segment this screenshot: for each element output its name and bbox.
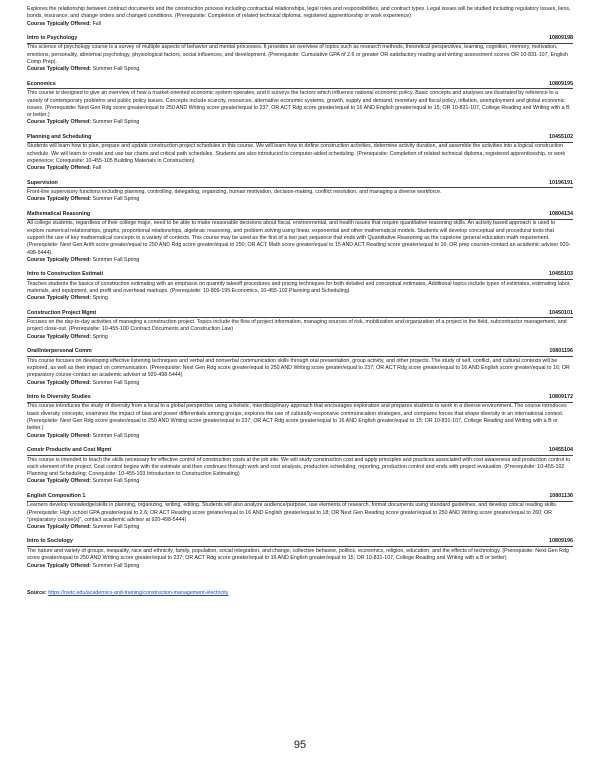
source-label: Source: bbox=[27, 589, 47, 596]
course-title: Supervision bbox=[27, 179, 58, 186]
course-description: Students will learn how to plan, prepare and update construction project schedules in this course. We will learn how to define construction activities, determine activity duration, and assemble the activities into a logical construction schedule. We will learn to create and use bar charts and critical path schedules. Students are also introduced to computer-aided scheduling. (Prerequisite: Completion of related technical diploma, registered apprenticeship, or work experience; Corequisite: 10-455-105 Building Materials in Construction) bbox=[27, 143, 566, 164]
course-header bbox=[27, 447, 573, 456]
course-offered bbox=[27, 524, 573, 531]
course-description: Front-line supervisory functions including planning, controlling, delegating, organizing, human motivation, decision-making, conflict resolution, and managing a diverse workforce. bbox=[27, 189, 442, 196]
course-description: The nature and variety of groups, inequality, race and ethnicity, family, population, social integration, and change, collective behavior, politics, economics, religion, education, and the effects of technology. (Prerequisite: Next Gen Rdg score greater/equal to 250 AND Writing score greater/equal to 237; OR ACT Rdg score greater/equal to 16 AND English greater/equal to 15; OR 10-831-107, College Reading and Writing with a B or better) bbox=[27, 548, 569, 562]
course-header bbox=[27, 538, 573, 547]
offered-value: Summer Fall Spring bbox=[92, 196, 140, 203]
offered-label: Course Typically Offered: bbox=[27, 66, 92, 73]
course-description: This course introduces the study of diversity from a local to a global perspective using a holistic, interdisciplinary approach that encourages exploration and prepares students to work in a diverse environment. The course introduces basic diversity concepts, examines the impact of bias and power differentials among groups, explores the use of culturally-responsive communication strategies, and compares forces that shape diversity in an international context. (Prerequisite: Next Gen Rdg score greater/equal to 250 AND Writing score greater/equal to 237; OR ACT Rdg score greater/equal to 16 AND English greater/equal to 15; OR 10-831-107, College Reading and Writing with a B or better.) bbox=[27, 403, 567, 432]
course-offered bbox=[27, 334, 573, 341]
course-number: 10801196 bbox=[549, 348, 573, 355]
course-title: Intro to Diversity Studies bbox=[27, 393, 91, 400]
course-number: 10455102 bbox=[549, 133, 573, 140]
offered-value: Summer Fall Spring bbox=[92, 432, 140, 439]
course-header bbox=[27, 81, 573, 90]
offered-value: Summer Fall Spring bbox=[92, 562, 140, 569]
course-entry bbox=[27, 310, 573, 341]
course-offered bbox=[27, 119, 573, 126]
document-page bbox=[27, 6, 573, 597]
course-header bbox=[27, 180, 573, 189]
course-number: 10809195 bbox=[549, 80, 573, 87]
course-description: Learners develop knowledge/skills in planning, organizing, writing, editing. Students will also analyze audience/purpose, use elements of research, format documents using standard guidelines, and develop critical reading skills. (Prerequisite: High school GPA greater/equal to 2.6; OR ACT Reading score greater/equal to 16 AND English greater/equal to 18; OR Next Gen Reading score greater/equal to 250 AND Writing score greater/equal to 260; OR "preparatory course(s)", contact academic advisor at 920-498-5444) bbox=[27, 502, 558, 523]
course-description: This course is designed to give an overview of how a market-oriented economic system operates, and it surveys the factors which influence national economic policy. Basic concepts and analyses are illustrated by reference to a variety of contemporary problems and public policy issues. Concepts include scarcity, resources, alternative economic systems, growth, supply and demand, monetary and fiscal policy, inflation, unemployment and global economic issues. (Prerequisite: Next Gen Rdg score greater/equal to 250 AND Writing score greater/equal to 237; OR ACT Rdg score greater/equal to 16 AND English greater/equal to 15; OR 10-831-107, College Reading and Writing with a B or better.) bbox=[27, 90, 570, 119]
course-number: 10809172 bbox=[549, 393, 573, 400]
offered-label: Course Typically Offered: bbox=[27, 379, 92, 386]
course-offered bbox=[27, 66, 573, 73]
course-title: Economics bbox=[27, 80, 56, 87]
offered-value: Summer Fall Spring bbox=[92, 524, 140, 531]
course-number: 10455103 bbox=[549, 271, 573, 278]
course-entry bbox=[27, 81, 573, 127]
course-header bbox=[27, 310, 573, 319]
offered-label: Course Typically Offered: bbox=[27, 165, 92, 172]
course-number: 10801136 bbox=[549, 492, 573, 499]
course-entry bbox=[27, 348, 573, 387]
course-title: English Composition 1 bbox=[27, 492, 86, 499]
offered-label: Course Typically Offered: bbox=[27, 333, 92, 340]
course-number: 10809196 bbox=[549, 538, 573, 545]
course-number: 10450101 bbox=[549, 309, 573, 316]
offered-value: Summer Fall Spring bbox=[92, 256, 140, 263]
course-offered bbox=[27, 257, 573, 264]
offered-value: Summer Fall Spring bbox=[92, 119, 140, 126]
course-description: This course is intended to teach the skills necessary for effective control of construction costs at the job site. We will study construction cost and apply principles and practices associated with cost awareness and production control to each element of the project. Cost control begins with the estimate and then continues through work and cost analysis, production scheduling, reporting, production control and ends with project evaluation. (Prerequisite: 10-455-102 Planning and Scheduling; Corequisite: 10-455-103 Introduction to Construction Estimating) bbox=[27, 456, 571, 478]
course-header bbox=[27, 134, 573, 143]
course-title: Mathematical Reasoning bbox=[27, 210, 91, 217]
offered-value: Fall bbox=[92, 165, 102, 172]
course-number: 10809198 bbox=[549, 34, 573, 41]
course-offered bbox=[27, 196, 573, 203]
course-title: Oral/Interpersonal Comm bbox=[27, 348, 92, 355]
course-offered bbox=[27, 478, 573, 485]
offered-label: Course Typically Offered: bbox=[27, 196, 92, 203]
offered-value: Summer Fall Spring bbox=[92, 66, 140, 73]
intro-description: Explores the relationship between contract documents and the construction process including contractual relationships, legal roles and responsibilities, and contract types. Legal issues will be studied including regulatory issues, liens, bonds, insurance, and change orders and changed conditions. (Prerequisite: Completion of related technical diploma, registered apprenticeship or work experience) bbox=[27, 6, 571, 20]
course-description: This science of psychology course is a survey of multiple aspects of behavior and mental processes. It provides an overview of topics such as research methods, theoretical perspectives, learning, cognition, memory, motivation, emotions, personality, abnormal psychology, physiological factors, social influences, and development. (Prerequisite: Cumulative GPA of 2.6 or greater OR satisfactory reading and writing assessment scores OR 10-831-107, English Comp Prep). bbox=[27, 44, 568, 66]
course-entry bbox=[27, 211, 573, 264]
offered-value: Fall bbox=[92, 20, 102, 27]
course-header bbox=[27, 348, 573, 357]
course-header bbox=[27, 493, 573, 502]
offered-label: Course Typically Offered: bbox=[27, 524, 92, 531]
course-title: Intro to Psychology bbox=[27, 34, 78, 41]
course-entry bbox=[27, 538, 573, 569]
course-title: Intro to Sociology bbox=[27, 538, 73, 545]
course-title: Constr Productiv and Cost Mgmt bbox=[27, 446, 112, 453]
course-title: Planning and Scheduling bbox=[27, 133, 92, 140]
offered-label: Course Typically Offered: bbox=[27, 432, 92, 439]
course-number: 10196191 bbox=[549, 179, 573, 186]
course-header bbox=[27, 35, 573, 44]
offered-value: Summer Fall Spring bbox=[92, 478, 140, 485]
course-header bbox=[27, 394, 573, 403]
course-entry bbox=[27, 394, 573, 440]
course-number: 10455104 bbox=[549, 446, 573, 453]
page-number: 95 bbox=[293, 739, 307, 751]
intro-offered bbox=[27, 21, 573, 28]
course-entry bbox=[27, 493, 573, 532]
offered-label: Course Typically Offered: bbox=[27, 562, 92, 569]
offered-value: Spring bbox=[92, 333, 108, 340]
course-title: Intro to Construction Estimati bbox=[27, 271, 104, 278]
course-header bbox=[27, 271, 573, 280]
course-entry bbox=[27, 134, 573, 173]
offered-label: Course Typically Offered: bbox=[27, 256, 92, 263]
offered-value: Spring bbox=[92, 295, 108, 302]
course-offered bbox=[27, 563, 573, 570]
course-entry bbox=[27, 35, 573, 74]
course-offered bbox=[27, 380, 573, 387]
offered-label: Course Typically Offered: bbox=[27, 295, 92, 302]
source-link[interactable]: https://nwtc.edu/academics-and-training/construction-management-electricity bbox=[48, 589, 229, 596]
course-entry bbox=[27, 447, 573, 486]
course-description: Focuses on the day-to-day activities of managing a construction project. Topics include the flow of project information, managing sources of risk, mobilization and organization of a project in the field, subcontractor management, and project close-out. (Prerequisite: 10-455-100 Contract Documents and Construction Law) bbox=[27, 319, 567, 333]
offered-label: Course Typically Offered: bbox=[27, 20, 92, 27]
course-description: All college students, regardless of their college major, need to be able to make reasonable decisions about fiscal, environmental, and health issues that require quantitative reasoning skills. An activity based approach is used to explore numerical relationships, graphs, proportional relationships, algebraic reasoning, and problem solving using linear, exponential and other mathematical models. Students will develop conceptual and procedural tools that support the use of key mathematical concepts in a variety of contexts. This course may be used as the first of a two part sequence that ends with Quantitative Reasoning as the capstone general education math requirement. (Prerequisite: Next Gen Arith score greater/equal to 250 AND Rdg score greater/equal to 250; OR ACT Math score greater/equal to 15 AND ACT Reading score greater/equal to 16; OR prep courses-contact an academic advisor 920-498-5444). bbox=[27, 220, 571, 256]
course-header bbox=[27, 211, 573, 220]
course-offered bbox=[27, 295, 573, 302]
course-description: This course focuses on developing effective listening techniques and verbal and nonverbal communication skills through oral presentation, group activity, and other projects. The study of self, conflict, and cultural contexts will be explored, as well as their impact on communication. (Prerequisite: Next Gen Rdg score greater/equal to 250 AND Writing score greater/equal to 237; OR ACT Rdg score greater/equal to 16 AND English score greater/equal to 16; OR preparatory course-contact an academic advisor at 920-498-5444) bbox=[27, 357, 570, 379]
course-offered bbox=[27, 165, 573, 172]
course-entry bbox=[27, 180, 573, 204]
course-entry bbox=[27, 271, 573, 302]
source-line bbox=[27, 590, 573, 597]
course-number: 10804134 bbox=[549, 210, 573, 217]
offered-label: Course Typically Offered: bbox=[27, 119, 92, 126]
course-offered bbox=[27, 433, 573, 440]
offered-value: Summer Fall Spring bbox=[92, 379, 140, 386]
course-description: Teaches students the basics of construction estimating with an emphasis on quantity takeoff procedures and pricing techniques for both detailed and conceptual estimates. Additional topics include types of estimates, estimating labor, materials, and equipment, and profit and overhead markups. (Prerequisite: 10-809-195 Economics, 10-455-102 Planning and Scheduling) bbox=[27, 280, 571, 294]
course-title: Construction Project Mgmt bbox=[27, 309, 97, 316]
course-list bbox=[27, 35, 573, 570]
offered-label: Course Typically Offered: bbox=[27, 478, 92, 485]
